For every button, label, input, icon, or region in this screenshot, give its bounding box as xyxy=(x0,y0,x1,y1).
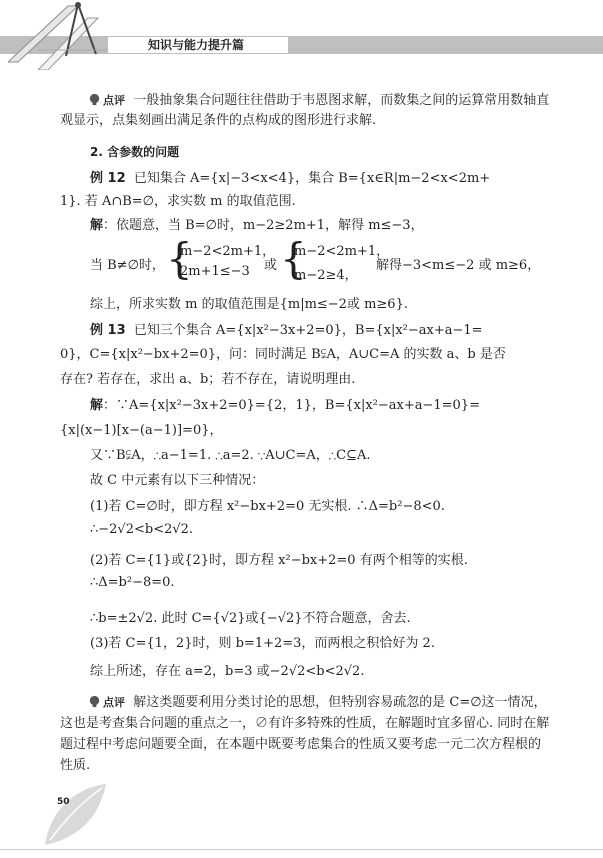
system-row: m−2<2m+1， xyxy=(180,244,276,259)
ex13-line-5: (1)若 C=∅时，即方程 x²−bx+2=0 无实根. ∴Δ=b²−8<0. xyxy=(90,499,445,514)
ex13-line-8: ∴Δ=b²−8=0. xyxy=(90,575,175,590)
note-label: 点评 xyxy=(103,696,125,709)
ex12-case-systems xyxy=(60,234,560,286)
system-row: 2m+1≤−3 xyxy=(180,264,250,279)
ex12-solution-text: ：依题意，当 B=∅时，m−2≥2m+1，解得 m≤−3， xyxy=(103,218,424,233)
ex13-line-3: 又∵B⫋A，∴a−1=1. ∴a=2. ∵A∪C=A，∴C⊆A. xyxy=(90,448,371,463)
section-title: 2. 含参数的问题 xyxy=(90,145,180,159)
ex13-line-6: ∴−2√2<b<2√2. xyxy=(90,522,194,537)
compass-ruler-icon xyxy=(8,0,118,70)
ex13-line-7: (2)若 C={1}或{2}时，即方程 x²−bx+2=0 有两个相等的实根. xyxy=(90,553,468,568)
ex13-line-1 xyxy=(90,319,483,338)
system-row: m−2≥4， xyxy=(294,268,358,283)
note-paragraph-2 xyxy=(60,692,550,776)
lightbulb-icon xyxy=(88,695,101,708)
ex13-problem-2: 0}，C={x|x²−bx+2=0}，问：同时满足 B⫋A，A∪C=A 的实数 a、b 是否 xyxy=(60,347,506,362)
note-label: 点评 xyxy=(103,94,125,107)
left-brace: { xyxy=(166,234,193,283)
ex12-solution-1 xyxy=(90,214,424,233)
solution-label: 解 xyxy=(90,398,104,413)
ex13-line-10: (3)若 C={1，2}时，则 b=1+2=3，而两根之积恰好为 2. xyxy=(90,636,435,651)
ex12-summary: 综上，所求实数 m 的取值范围是{m|m≤−2或 m≥6}. xyxy=(90,297,408,312)
note-text: 解这类题要利用分类讨论的思想，但特别容易疏忽的是 C=∅这一情况，这也是考查集合问题的重点之一，∅有许多特殊的性质，在解题时宜多留心. 同时在解题过程中考虑问题要全面，在本题中既要考虑集合的性质又要考虑一元二次方程根的性质. xyxy=(60,695,550,773)
ex13-solution-text: ：∵A={x|x²−3x+2=0}={2，1}，B={x|x²−ax+a−1=0}= xyxy=(103,398,480,413)
ex13-line-9: ∴b=±2√2. 此时 C={√2}或{−√2}不符合题意，舍去. xyxy=(90,611,411,626)
case-prefix: 当 B≠∅时， xyxy=(90,258,165,273)
ex12-problem-2: 1}. 若 A∩B=∅，求实数 m 的取值范围. xyxy=(60,194,296,209)
case-result: 解得−3<m≤−2 或 m≥6， xyxy=(376,258,541,273)
header-title: 知识与能力提升篇 xyxy=(108,37,288,53)
ex13-line-11: 综上所述，存在 a=2，b=3 或−2√2<b<2√2. xyxy=(90,664,365,679)
page-number: 50 xyxy=(57,797,70,807)
example-label: 例 12 xyxy=(90,171,126,186)
ex12-line-1 xyxy=(90,167,490,186)
ex13-line-4: 故 C 中元素有以下三种情况： xyxy=(90,473,265,488)
left-brace: { xyxy=(280,234,307,283)
ex13-problem-3: 存在? 若存在，求出 a、b；若不存在，请说明理由. xyxy=(60,372,356,387)
system-row: m−2<2m+1， xyxy=(294,244,390,259)
solution-label: 解 xyxy=(90,218,104,233)
lightbulb-icon xyxy=(88,93,101,106)
ex13-solution-1 xyxy=(90,394,480,413)
note-text: 一般抽象集合问题往往借助于韦恩图求解，而数集之间的运算常用数轴直观显示，点集刻画出满足条件的点构成的图形进行求解. xyxy=(60,93,550,128)
leaf-decoration-icon xyxy=(40,780,110,850)
example-label: 例 13 xyxy=(90,323,126,338)
ex13-problem-1: 已知三个集合 A={x|x²−3x+2=0}，B={x|x²−ax+a−1= xyxy=(133,323,483,338)
ex13-solution-2: {x|(x−1)[x−(a−1)]=0}， xyxy=(60,423,223,438)
bottom-rule xyxy=(0,849,603,850)
note-paragraph-1 xyxy=(60,91,550,131)
case-or: 或 xyxy=(264,258,278,273)
ex12-problem-1: 已知集合 A={x|−3<x<4}，集合 B={x∈R|m−2<x<2m+ xyxy=(133,171,491,186)
